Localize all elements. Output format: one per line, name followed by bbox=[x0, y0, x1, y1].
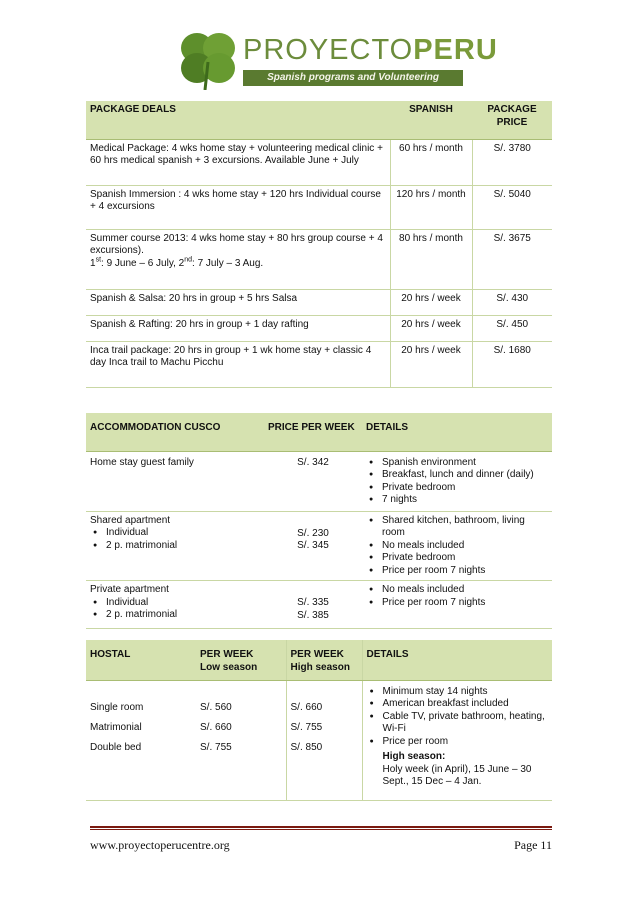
accommodation-price bbox=[264, 581, 362, 629]
price-value: S/. 345 bbox=[297, 540, 329, 551]
price-value: S/. 560 bbox=[200, 701, 232, 713]
package-spanish: 20 hrs / week bbox=[390, 315, 472, 341]
option-item: ● 2 p. matrimonial bbox=[106, 609, 260, 622]
logo-wordmark: PROYECTOPERU bbox=[243, 34, 498, 66]
package-spanish: 60 hrs / month bbox=[390, 139, 472, 185]
detail-item: ● Private bedroom bbox=[382, 482, 548, 495]
header-season: Low season bbox=[200, 661, 258, 673]
table-row bbox=[86, 315, 552, 341]
detail-item: ● American breakfast included bbox=[383, 698, 549, 711]
hostal-rooms bbox=[86, 680, 196, 800]
header-spanish: SPANISH bbox=[390, 101, 472, 139]
package-desc: Medical Package: 4 wks home stay + volunteering medical clinic + 60 hrs medical spanish + 3 excursions. Available June + July bbox=[86, 139, 390, 185]
accommodation-details bbox=[362, 451, 552, 511]
package-price: S/. 3675 bbox=[472, 229, 552, 289]
price-value: S/. 230 bbox=[297, 527, 329, 539]
table-row bbox=[86, 341, 552, 387]
price-value: S/. 660 bbox=[290, 701, 323, 713]
accommodation-title: Private apartment bbox=[90, 584, 169, 595]
detail-item: ● Spanish environment bbox=[382, 457, 548, 470]
clover-icon bbox=[175, 28, 241, 90]
option-item: ● Individual bbox=[106, 527, 260, 540]
table-row bbox=[86, 139, 552, 185]
price-value: S/. 385 bbox=[297, 609, 329, 621]
package-desc bbox=[86, 229, 390, 289]
table-row bbox=[86, 581, 552, 629]
package-desc: Spanish & Rafting: 20 hrs in group + 1 day rafting bbox=[86, 315, 390, 341]
accommodation-details bbox=[362, 581, 552, 629]
table-header-row bbox=[86, 640, 552, 680]
package-desc: Spanish Immersion : 4 wks home stay + 120 hrs Individual course + 4 excursions bbox=[86, 185, 390, 229]
table-row bbox=[86, 451, 552, 511]
detail-item: ● Price per room 7 nights bbox=[382, 565, 548, 578]
package-deals-table bbox=[86, 101, 552, 388]
package-price: S/. 3780 bbox=[472, 139, 552, 185]
header-package-deals: PACKAGE DEALS bbox=[86, 101, 390, 139]
package-spanish: 80 hrs / month bbox=[390, 229, 472, 289]
table-header-row bbox=[86, 413, 552, 451]
accommodation-price: S/. 342 bbox=[264, 451, 362, 511]
header-details: DETAILS bbox=[362, 640, 552, 680]
hostal-high-prices bbox=[286, 680, 362, 800]
package-spanish: 20 hrs / week bbox=[390, 341, 472, 387]
logo bbox=[175, 28, 498, 90]
detail-item: ● 7 nights bbox=[382, 494, 548, 507]
header-low-season bbox=[196, 640, 286, 680]
detail-item: ● Shared kitchen, bathroom, living room bbox=[382, 515, 548, 540]
detail-item: ● Breakfast, lunch and dinner (daily) bbox=[382, 469, 548, 482]
package-spanish: 20 hrs / week bbox=[390, 289, 472, 315]
price-value: S/. 660 bbox=[200, 721, 232, 733]
header-per-week: PER WEEK bbox=[290, 649, 344, 660]
high-season-title: High season: bbox=[382, 751, 446, 762]
detail-item: ● No meals included bbox=[382, 584, 548, 597]
header-accommodation: ACCOMMODATION CUSCO bbox=[86, 413, 264, 451]
detail-item: ● No meals included bbox=[382, 540, 548, 553]
room-type: Double bed bbox=[90, 741, 142, 753]
table-header-row bbox=[86, 101, 552, 139]
package-desc: Spanish & Salsa: 20 hrs in group + 5 hrs Salsa bbox=[86, 289, 390, 315]
detail-item: ● Cable TV, private bathroom, heating, Wi-Fi bbox=[383, 711, 549, 736]
price-value: S/. 755 bbox=[290, 721, 323, 733]
package-price: S/. 1680 bbox=[472, 341, 552, 387]
accommodation-name bbox=[86, 511, 264, 581]
accommodation-title: Shared apartment bbox=[90, 514, 171, 526]
accommodation-details bbox=[362, 511, 552, 581]
detail-item: ● Price per room 7 nights bbox=[382, 597, 548, 610]
hostal-details bbox=[362, 680, 552, 800]
header-season: High season bbox=[290, 661, 350, 673]
package-price: S/. 5040 bbox=[472, 185, 552, 229]
table-row bbox=[86, 289, 552, 315]
footer-divider bbox=[90, 829, 552, 830]
footer-divider bbox=[90, 826, 552, 828]
room-type: Single room bbox=[90, 701, 144, 713]
detail-item: ● Private bedroom bbox=[382, 552, 548, 565]
detail-item: ● Price per room bbox=[383, 736, 549, 749]
package-price: S/. 430 bbox=[472, 289, 552, 315]
table-row bbox=[86, 229, 552, 289]
package-spanish: 120 hrs / month bbox=[390, 185, 472, 229]
package-desc: Inca trail package: 20 hrs in group + 1 wk home stay + classic 4 day Inca trail to Machu Picchu bbox=[86, 341, 390, 387]
price-value: S/. 850 bbox=[290, 741, 323, 753]
accommodation-price bbox=[264, 511, 362, 581]
header-package-price: PACKAGE PRICE bbox=[472, 101, 552, 139]
option-item: ● Individual bbox=[106, 597, 260, 610]
accommodation-name: Home stay guest family bbox=[86, 451, 264, 511]
header-high-season bbox=[286, 640, 362, 680]
accommodation-name bbox=[86, 581, 264, 629]
price-value: S/. 335 bbox=[297, 597, 329, 608]
hostal-low-prices bbox=[196, 680, 286, 800]
table-row bbox=[86, 511, 552, 581]
table-row bbox=[86, 680, 552, 800]
price-value: S/. 755 bbox=[200, 741, 232, 753]
package-desc-text: Summer course 2013: 4 wks home stay + 80 hrs group course + 4 excursions). bbox=[90, 232, 383, 256]
accommodation-table bbox=[86, 413, 552, 629]
header-per-week: PER WEEK bbox=[200, 649, 254, 660]
high-season-text: Holy week (in April), 15 June – 30 Sept., 15 Dec – 4 Jan. bbox=[382, 763, 532, 787]
table-row bbox=[86, 185, 552, 229]
header-price-per-week: PRICE PER WEEK bbox=[264, 413, 362, 451]
detail-item: ● Minimum stay 14 nights bbox=[383, 686, 549, 699]
logo-tagline: Spanish programs and Volunteering bbox=[243, 70, 463, 86]
page-number: Page 11 bbox=[514, 838, 552, 852]
package-price: S/. 450 bbox=[472, 315, 552, 341]
footer-url[interactable]: www.proyectoperucentre.org bbox=[90, 838, 230, 852]
header-details: DETAILS bbox=[362, 413, 552, 451]
hostal-table bbox=[86, 640, 552, 801]
option-item: ● 2 p. matrimonial bbox=[106, 540, 260, 553]
package-dates: 1st: 9 June – 6 July, 2nd: 7 July – 3 Aug. bbox=[90, 256, 264, 269]
room-type: Matrimonial bbox=[90, 721, 142, 733]
header-hostal: HOSTAL bbox=[86, 640, 196, 680]
